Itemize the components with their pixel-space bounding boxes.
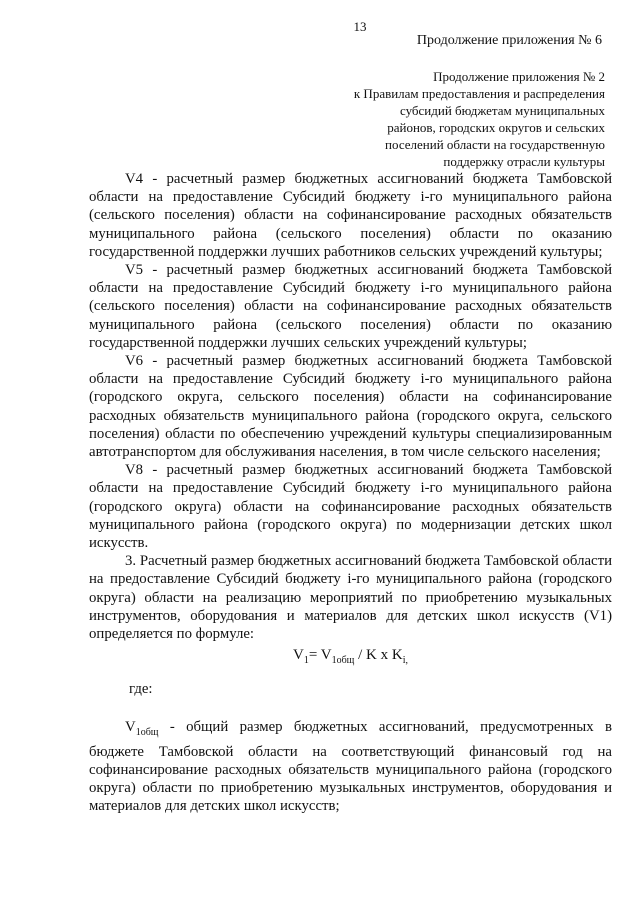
formula-v-sub: 1общ bbox=[331, 655, 355, 667]
paragraph-v8: V8 - расчетный размер бюджетных ассигнований бюджета Тамбовской области на предоставление Субсидий бюджету i-го муниципального района (городского округа) области на софинансирование расходных обязательств муниципального района (городского округа) по модернизации детских школ искусств. bbox=[89, 462, 612, 552]
paragraph-v4: V4 - расчетный размер бюджетных ассигнований бюджета Тамбовской области на предоставление Субсидий бюджету i-го муниципального района (сельского поселения) области на софинансирование расходных обязательств муниципального района (сельского поселения) области по оказанию государственной поддержки лучших работников сельских учреждений культуры; bbox=[89, 171, 612, 260]
appendix-header bbox=[300, 68, 605, 170]
formula-lhs: V bbox=[292, 647, 304, 664]
continuation-label: Продолжение приложения № 6 bbox=[416, 33, 602, 48]
v1obsh-symbol: V bbox=[125, 719, 136, 736]
appendix-line: субсидий бюджетам муниципальных bbox=[400, 103, 605, 118]
formula-mid: / K x K bbox=[354, 647, 403, 664]
formula-k-sub: i, bbox=[402, 655, 409, 667]
v1obsh-text: - общий размер бюджетных ассигнований, предусмотренных в бюджете Тамбовской области на соответствующий финансовый год на софинансирование расходных обязательств муниципального района (городского округа) области по приобретению музыкальных инструментов, оборудования и материалов для детских школ искусств; bbox=[89, 719, 612, 815]
appendix-line: районов, городских округов и сельских bbox=[387, 120, 605, 135]
appendix-line: поселений области на государственную bbox=[385, 137, 605, 152]
appendix-line: поддержку отрасли культуры bbox=[443, 154, 605, 169]
paragraph-3: 3. Расчетный размер бюджетных ассигнований бюджета Тамбовской области на предоставление Субсидий бюджету i-го муниципального района (городского округа) области на реализацию мероприятий по приобретению музыкальных инструментов, оборудования и материалов для детских школ искусств (V1) определяется по формуле: bbox=[89, 553, 612, 643]
formula bbox=[89, 646, 612, 670]
formula-eq: = V bbox=[308, 647, 332, 664]
where-label: где: bbox=[129, 681, 153, 698]
formula-lhs-sub: 1 bbox=[303, 655, 309, 667]
paragraph-v1obsh bbox=[89, 718, 612, 815]
paragraph-v5: V5 - расчетный размер бюджетных ассигнований бюджета Тамбовской области на предоставление Субсидий бюджету i-го муниципального района (сельского поселения) области на софинансирование расходных обязательств муниципального района (сельского поселения) области по оказанию государственной поддержки лучших сельских учреждений культуры; bbox=[89, 262, 612, 351]
body-text bbox=[89, 170, 612, 815]
appendix-line: к Правилам предоставления и распределения bbox=[353, 86, 605, 101]
page-number: 13 bbox=[353, 19, 367, 34]
v1obsh-sub: 1общ bbox=[135, 727, 159, 739]
paragraph-v6: V6 - расчетный размер бюджетных ассигнований бюджета Тамбовской области на предоставление Субсидий бюджету i-го муниципального района (городского округа, сельского поселения) области на софинансирование расходных обязательств муниципального района (городского округа, сельского поселения) области по обеспечению учреждений культуры специализированным автотранспортом для обслуживания населения, в том числе сельского населения; bbox=[89, 353, 612, 461]
spacer bbox=[89, 698, 612, 718]
appendix-line: Продолжение приложения № 2 bbox=[433, 69, 605, 84]
